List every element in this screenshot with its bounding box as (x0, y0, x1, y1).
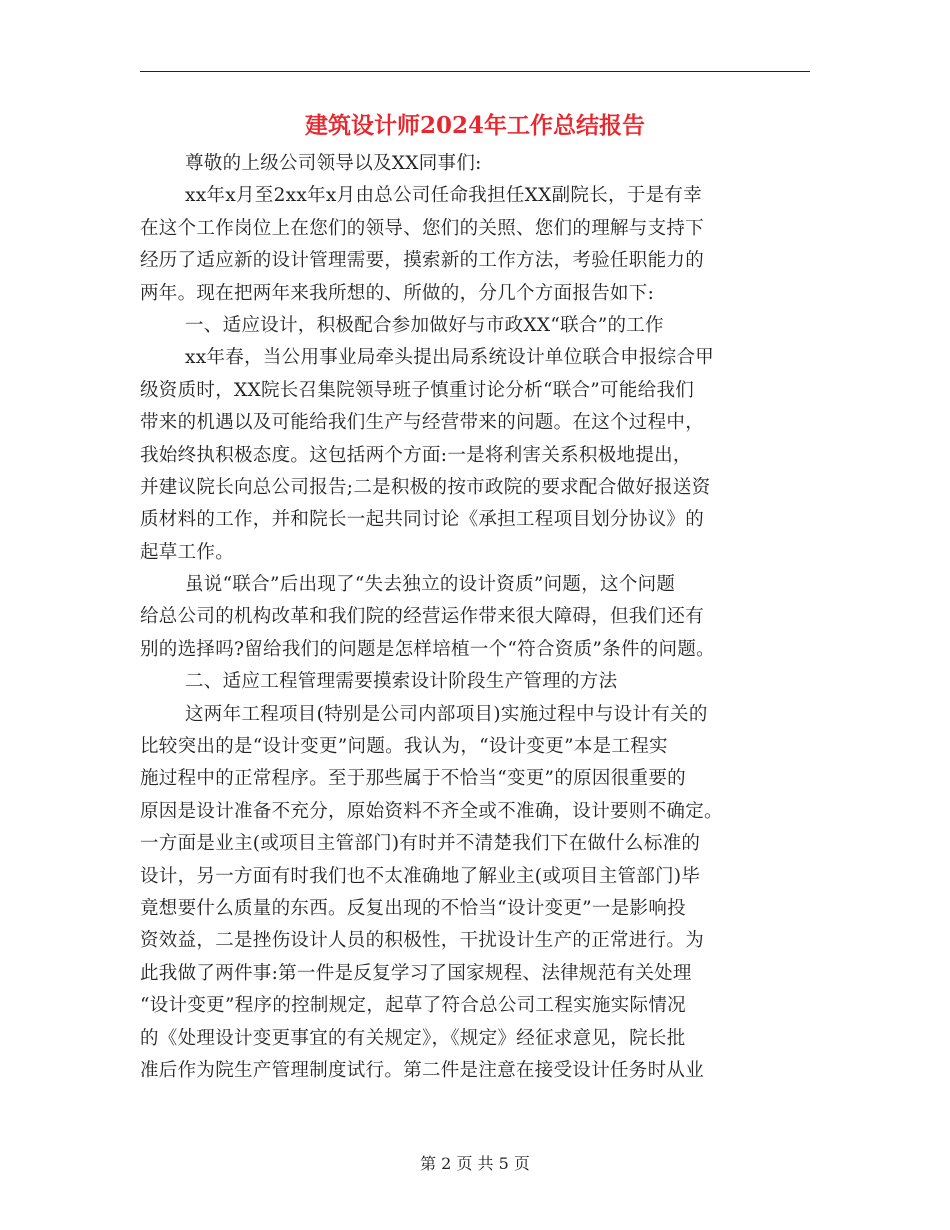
text-line: 质材料的工作，并和院长一起共同讨论《承担工程项目划分协议》的 (140, 509, 705, 531)
text-line: 在这个工作岗位上在您们的领导、您们的关照、您们的理解与支持下 (140, 217, 705, 239)
text-line: 施过程中的正常程序。至于那些属于不恰当“变更”的原因很重要的 (140, 768, 686, 790)
text-line: xx年春，当公用事业局牵头提出局系统设计单位联合申报综合甲 (185, 347, 715, 369)
document-body (140, 148, 810, 1087)
text-line: 这两年工程项目(特别是公司内部项目)实施过程中与设计有关的 (185, 703, 708, 725)
text-line: 经历了适应新的设计管理需要，摸索新的工作方法，考验任职能力的 (140, 250, 705, 272)
text-line: 起草工作。 (140, 541, 235, 563)
page-number: 第 2 页 共 5 页 (420, 1154, 530, 1173)
text-line: 级资质时，XX院长召集院领导班子慎重讨论分析“联合”可能给我们 (140, 379, 695, 401)
text-line: 一、适应设计，积极配合参加做好与市政XX“联合”的工作 (185, 314, 664, 336)
text-line: 竟想要什么质量的东西。反复出现的不恰当“设计变更”一是影响投 (140, 897, 686, 919)
text-line: 并建议院长向总公司报告;二是积极的按市政院的要求配合做好报送资 (140, 476, 711, 498)
text-line: 给总公司的机构改革和我们院的经营运作带来很大障碍，但我们还有 (140, 606, 705, 628)
header-rule (140, 71, 810, 72)
text-line: “设计变更”程序的控制规定，起草了符合总公司工程实施实际情况 (140, 995, 686, 1017)
text-line: 一方面是业主(或项目主管部门)有时并不清楚我们下在做什么标准的 (140, 833, 701, 855)
text-line: 设计，另一方面有时我们也不太准确地了解业主(或项目主管部门)毕 (140, 865, 701, 887)
text-line: 准后作为院生产管理制度试行。第二件是注意在接受设计任务时从业 (140, 1059, 705, 1081)
text-line: 别的选择吗?留给我们的问题是怎样培植一个“符合资质”条件的问题。 (140, 638, 715, 660)
text-line: 二、适应工程管理需要摸索设计阶段生产管理的方法 (185, 671, 618, 693)
text-line: 尊敬的上级公司领导以及XX同事们: (185, 153, 482, 174)
text-line: xx年x月至2xx年x月由总公司任命我担任XX副院长，于是有幸 (185, 185, 703, 207)
text-line: 的《处理设计变更事宜的有关规定》，《规定》经征求意见，院长批 (140, 1027, 686, 1049)
text-line: 原因是设计准备不充分，原始资料不齐全或不准确，设计要则不确定。 (140, 800, 723, 822)
text-line: 带来的机遇以及可能给我们生产与经营带来的问题。在这个过程中， (140, 412, 705, 434)
text-line: 虽说“联合”后出现了“失去独立的设计资质”问题，这个问题 (185, 574, 676, 596)
text-line: 资效益，二是挫伤设计人员的积极性，干扰设计生产的正常进行。为 (140, 930, 705, 952)
text-line: 我始终执积极态度。这包括两个方面:一是将利害关系积极地提出， (140, 444, 692, 466)
text-line: 比较突出的是“设计变更”问题。我认为，“设计变更”本是工程实 (140, 736, 668, 758)
document-title: 建筑设计师2024年工作总结报告 (304, 112, 645, 139)
text-line: 两年。现在把两年来我所想的、所做的，分几个方面报告如下: (140, 282, 655, 304)
text-line: 此我做了两件事:第一件是反复学习了国家规程、法律规范有关处理 (140, 962, 692, 984)
